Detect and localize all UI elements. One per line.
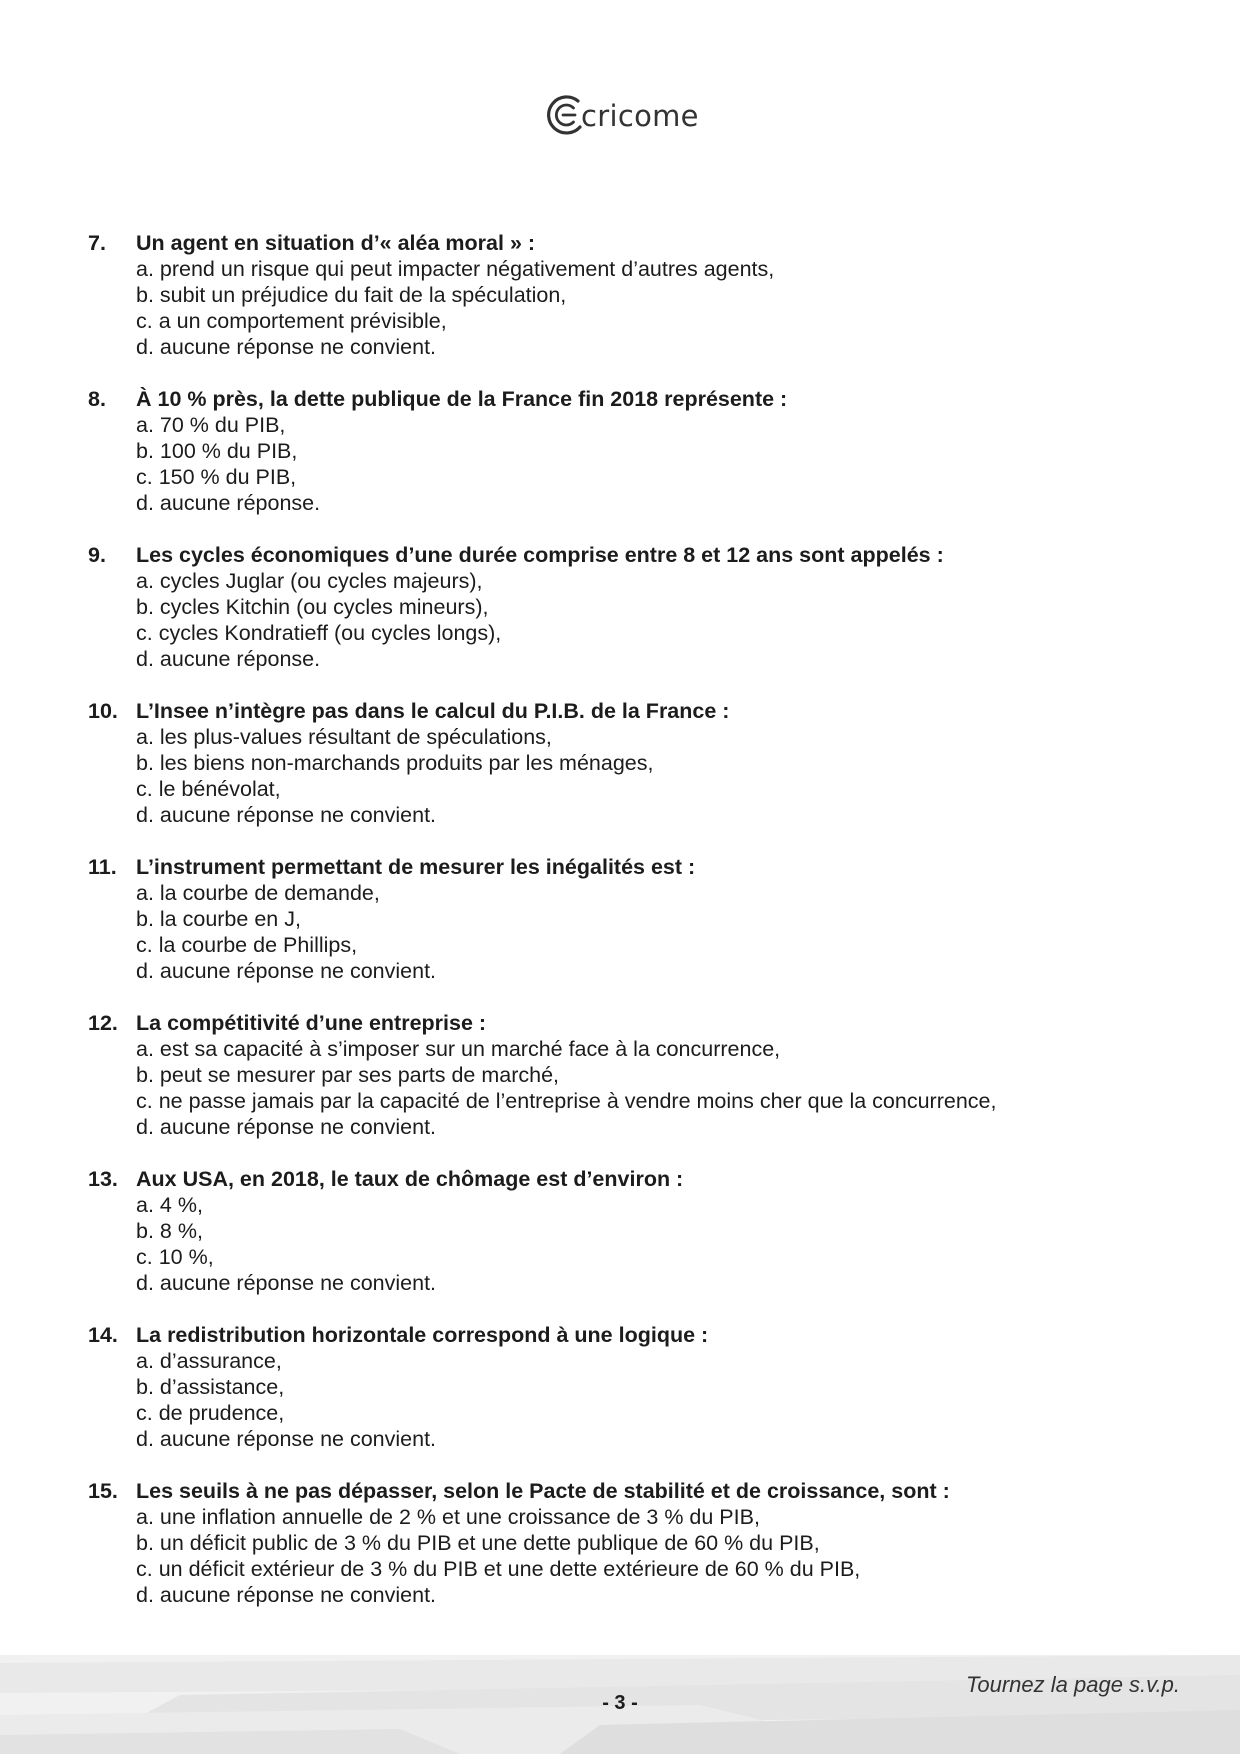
question-header xyxy=(88,1166,1188,1192)
question-title: La redistribution horizontale correspond à une logique : xyxy=(136,1323,709,1347)
answer-option: b. les biens non-marchands produits par les ménages, xyxy=(136,751,654,775)
question-header xyxy=(88,1322,1188,1348)
question-number: 9. xyxy=(88,543,106,567)
answer-option: c. de prudence, xyxy=(136,1401,285,1425)
question-header xyxy=(88,230,1188,256)
question-header xyxy=(88,1478,1188,1504)
answer-option: a. la courbe de demande, xyxy=(136,881,380,905)
answer-options xyxy=(88,880,1188,984)
answer-option: d. aucune réponse ne convient. xyxy=(136,959,437,983)
question-header xyxy=(88,542,1188,568)
answer-option: c. un déficit extérieur de 3 % du PIB et une dette extérieure de 60 % du PIB, xyxy=(136,1557,861,1581)
answer-option: d. aucune réponse. xyxy=(136,647,321,671)
question-item xyxy=(88,1322,1188,1452)
question-title: À 10 % près, la dette publique de la France fin 2018 représente : xyxy=(136,387,788,411)
question-header xyxy=(88,386,1188,412)
answer-option: a. cycles Juglar (ou cycles majeurs), xyxy=(136,569,483,593)
question-title: L’Insee n’intègre pas dans le calcul du P.I.B. de la France : xyxy=(136,699,730,723)
question-header xyxy=(88,698,1188,724)
answer-option: c. le bénévolat, xyxy=(136,777,281,801)
answer-option: a. une inflation annuelle de 2 % et une croissance de 3 % du PIB, xyxy=(136,1505,760,1529)
question-item xyxy=(88,386,1188,516)
logo-wordmark: cricome xyxy=(581,98,699,133)
answer-options xyxy=(88,1504,1188,1608)
answer-option: a. d’assurance, xyxy=(136,1349,282,1373)
question-header xyxy=(88,854,1188,880)
answer-options xyxy=(88,256,1188,360)
answer-option: d. aucune réponse ne convient. xyxy=(136,1427,437,1451)
question-number: 14. xyxy=(88,1323,118,1347)
answer-option: c. 10 %, xyxy=(136,1245,214,1269)
answer-option: d. aucune réponse ne convient. xyxy=(136,1583,437,1607)
answer-options xyxy=(88,1192,1188,1296)
answer-options xyxy=(88,724,1188,828)
question-list xyxy=(88,230,1188,1634)
question-number: 15. xyxy=(88,1479,118,1503)
question-number: 10. xyxy=(88,699,118,723)
answer-option: a. 70 % du PIB, xyxy=(136,413,286,437)
answer-option: d. aucune réponse ne convient. xyxy=(136,1115,437,1139)
question-title: L’instrument permettant de mesurer les inégalités est : xyxy=(136,855,696,879)
answer-option: d. aucune réponse ne convient. xyxy=(136,1271,437,1295)
question-number: 13. xyxy=(88,1167,118,1191)
answer-options xyxy=(88,412,1188,516)
answer-options xyxy=(88,1348,1188,1452)
answer-option: d. aucune réponse ne convient. xyxy=(136,335,437,359)
question-title: Les seuils à ne pas dépasser, selon le Pacte de stabilité et de croissance, sont : xyxy=(136,1479,950,1503)
ecricome-logo xyxy=(543,90,699,140)
answer-option: c. cycles Kondratieff (ou cycles longs), xyxy=(136,621,502,645)
answer-option: b. cycles Kitchin (ou cycles mineurs), xyxy=(136,595,489,619)
question-title: Aux USA, en 2018, le taux de chômage est d’environ : xyxy=(136,1167,684,1191)
answer-option: a. prend un risque qui peut impacter négativement d’autres agents, xyxy=(136,257,775,281)
answer-option: b. 8 %, xyxy=(136,1219,203,1243)
answer-option: b. subit un préjudice du fait de la spéculation, xyxy=(136,283,567,307)
question-item xyxy=(88,854,1188,984)
answer-option: b. la courbe en J, xyxy=(136,907,301,931)
question-number: 7. xyxy=(88,231,106,255)
answer-option: a. 4 %, xyxy=(136,1193,203,1217)
question-item xyxy=(88,1166,1188,1296)
answer-option: c. a un comportement prévisible, xyxy=(136,309,447,333)
answer-option: d. aucune réponse. xyxy=(136,491,321,515)
question-number: 8. xyxy=(88,387,106,411)
question-header xyxy=(88,1010,1188,1036)
question-item xyxy=(88,1010,1188,1140)
question-title: Un agent en situation d’« aléa moral » : xyxy=(136,231,536,255)
answer-option: b. peut se mesurer par ses parts de marché, xyxy=(136,1063,560,1087)
question-item xyxy=(88,1478,1188,1608)
question-number: 11. xyxy=(88,855,117,879)
question-item xyxy=(88,230,1188,360)
question-title: La compétitivité d’une entreprise : xyxy=(136,1011,487,1035)
question-title: Les cycles économiques d’une durée comprise entre 8 et 12 ans sont appelés : xyxy=(136,543,944,567)
turn-page-note: Tournez la page s.v.p. xyxy=(965,1672,1180,1697)
answer-options xyxy=(88,1036,1188,1140)
answer-options xyxy=(88,568,1188,672)
question-number: 12. xyxy=(88,1011,118,1035)
answer-option: a. les plus-values résultant de spéculations, xyxy=(136,725,552,749)
answer-option: b. un déficit public de 3 % du PIB et une dette publique de 60 % du PIB, xyxy=(136,1531,820,1555)
answer-option: c. 150 % du PIB, xyxy=(136,465,297,489)
answer-option: b. d’assistance, xyxy=(136,1375,285,1399)
answer-option: b. 100 % du PIB, xyxy=(136,439,298,463)
answer-option: c. la courbe de Phillips, xyxy=(136,933,358,957)
page-number: - 3 - xyxy=(602,1692,638,1714)
question-item xyxy=(88,698,1188,828)
question-item xyxy=(88,542,1188,672)
answer-option: d. aucune réponse ne convient. xyxy=(136,803,437,827)
answer-option: a. est sa capacité à s’imposer sur un marché face à la concurrence, xyxy=(136,1037,781,1061)
answer-option: c. ne passe jamais par la capacité de l’entreprise à vendre moins cher que la concurrence, xyxy=(136,1089,997,1113)
